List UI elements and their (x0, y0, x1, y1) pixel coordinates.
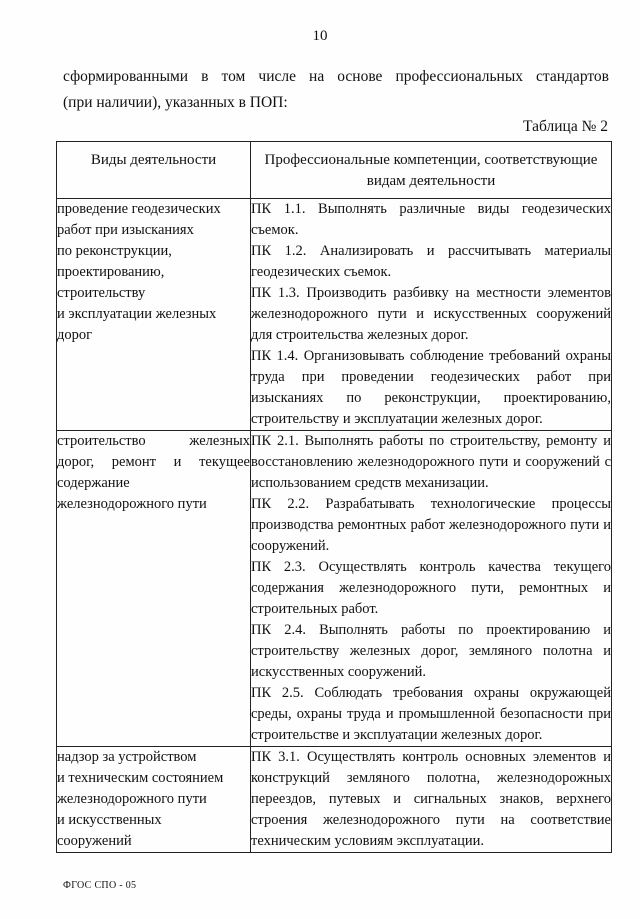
activity-line: и техническим состоянием (57, 770, 224, 786)
competency-item: ПК 2.4. Выполнять работы по проектированию и строительству железных дорог, земляного полотна и искусственных сооружений. (251, 622, 611, 680)
table-row (57, 747, 612, 853)
competencies-table (56, 141, 612, 853)
activity-cell (57, 431, 251, 747)
activity-line: по реконструкции, (57, 243, 172, 259)
table-caption: Таблица № 2 (523, 118, 608, 135)
activity-line: и искусственных (57, 812, 162, 828)
intro-paragraph (63, 64, 609, 116)
competency-item: ПК 2.5. Соблюдать требования охраны окружающей среды, охраны труда и промышленной безопасности при строительстве и эксплуатации железных дорог. (251, 685, 611, 743)
activity-line: надзор за устройством (57, 749, 197, 765)
competency-item: ПК 3.1. Осуществлять контроль основных элементов и конструкций земляного полотна, железнодорожных переездов, путевых и сигнальных знаков, верхнего строения железнодорожного пути на соответствие техническим условиям эксплуатации. (251, 749, 611, 849)
competency-item: ПК 1.2. Анализировать и рассчитывать материалы геодезических съемок. (251, 243, 611, 280)
activity-line: железнодорожного пути (57, 791, 207, 807)
activity-line: строительство железных (57, 433, 250, 449)
competency-item: ПК 1.1. Выполнять различные виды геодезических съемок. (251, 201, 611, 238)
activity-line: содержание (57, 475, 130, 491)
activity-line: железнодорожного пути (57, 496, 207, 512)
intro-line-2: (при наличии), указанных в ПОП: (63, 94, 288, 111)
competencies-cell (251, 747, 612, 853)
competency-item: ПК 2.1. Выполнять работы по строительству, ремонту и восстановлению железнодорожного пути и сооружений с использованием средств механизации. (251, 433, 611, 491)
activity-line: проектированию, (57, 264, 165, 280)
competency-item: ПК 2.2. Разрабатывать технологические процессы производства ремонтных работ железнодорожного пути и сооружений. (251, 496, 611, 554)
competency-item: ПК 2.3. Осуществлять контроль качества текущего содержания железнодорожного пути, ремонтных и строительных работ. (251, 559, 611, 617)
footer-code: ФГОС СПО - 05 (63, 880, 137, 891)
activity-line: проведение геодезических (57, 201, 221, 217)
activity-cell (57, 747, 251, 853)
activity-line: строительству (57, 285, 146, 301)
activity-line: и эксплуатации железных (57, 306, 217, 322)
table-header-row (57, 142, 612, 199)
activity-line: дорог, ремонт и текущее (57, 454, 250, 470)
competency-item: ПК 1.3. Производить разбивку на местности элементов железнодорожного пути и искусственных сооружений для строительства железных дорог. (251, 285, 611, 343)
activity-line: дорог (57, 327, 93, 343)
header-competencies: Профессиональные компетенции, соответствующие видам деятельности (251, 142, 612, 199)
competencies-cell (251, 199, 612, 431)
intro-line-1: сформированными в том числе на основе профессиональных стандартов (63, 68, 609, 85)
table-row (57, 199, 612, 431)
page-number: 10 (312, 28, 328, 44)
activity-cell (57, 199, 251, 431)
table-row (57, 431, 612, 747)
activity-line: работ при изысканиях (57, 222, 194, 238)
competency-item: ПК 1.4. Организовывать соблюдение требований охраны труда при проведении геодезических работ при изысканиях по реконструкции, проектированию, строительству и эксплуатации железных дорог. (251, 348, 611, 427)
competencies-cell (251, 431, 612, 747)
activity-line: сооружений (57, 833, 132, 849)
header-activity-types: Виды деятельности (57, 142, 251, 199)
